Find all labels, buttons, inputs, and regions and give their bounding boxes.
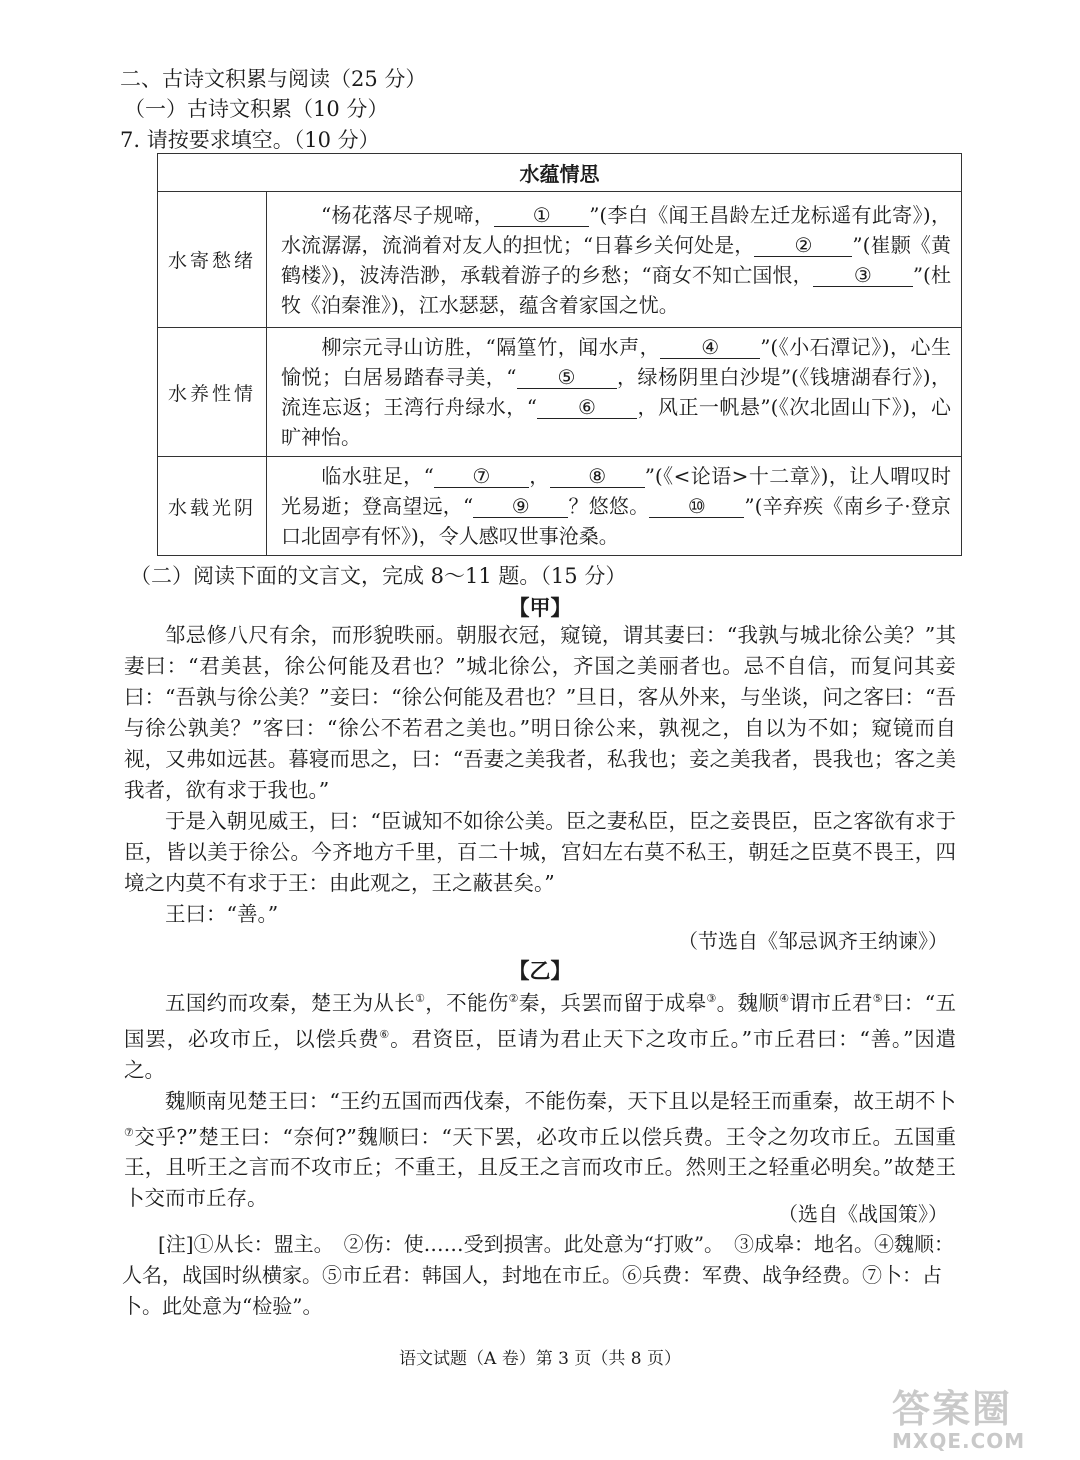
row-text: ”(杜牧《泊秦淮》)，江水瑟瑟，蕴含着家国之忧。 [281,262,951,317]
fill-blank-3[interactable]: ③ [813,264,913,287]
footnote-marker: ⑤ [872,992,883,1005]
row-category: 水载光阴 [158,457,267,556]
page-footer: 语文试题（A 卷）第 3 页（共 8 页） [399,1349,681,1369]
row-text: ”(辛弃疾《南乡子·登京口北固亭有怀》)，令人感叹世事沧桑。 [281,494,951,548]
fill-blank-4[interactable]: ④ [660,336,760,359]
passage-paragraph: 邹忌修八尺有余，而形貌昳丽。朝服衣冠，窥镜，谓其妻曰：“我孰与城北徐公美？”其妻曰：“君美甚，徐公何能及君也？”城北徐公，齐国之美丽者也。忌不自信，而复问其妾曰：“吾孰与徐公美？”妾曰：“徐公何能及君也？”旦日，客从外来，与坐谈，问之客曰：“吾与徐公孰美？”客曰：“徐公不若君之美也。”明日徐公来，孰视之，自以为不如；窥镜而自视，又弗如远甚。暮寝而思之，曰：“吾妻之美我者，私我也；妾之美我者，畏我也；客之美我者，欲有求于我也。” [124,623,956,802]
fill-blank-6[interactable]: ⑥ [537,396,637,419]
row-category: 水养性情 [158,328,267,457]
footnote-marker: ⑦ [124,1125,135,1139]
row-category: 水寄愁绪 [158,192,267,328]
row-content [267,192,962,328]
passage-text: 交乎?”楚王曰：“奈何?”魏顺曰：“天下罢，必攻市丘以偿兵费。王令之勿攻市丘。五国重王，且听王之言而不攻市丘；不重王，且反王之言而攻市丘。然则王之轻重必明矣。”故楚王卜交而市丘存。 [124,1124,956,1211]
row-text: ”(《<论语>十二章》)，让人喟叹时光易逝；登高望远，“ [281,464,951,518]
row-text: ”(《小石潭记》)，心生愉悦；白居易踏春寻美，“ [281,335,951,389]
fill-blank-7[interactable]: ⑦ [434,465,529,488]
watermark-text: 答案圈 [892,1387,1013,1431]
row-text: ，绿杨阴里白沙堤”(《钱塘湖春行》)，流连忘返；王湾行舟绿水，“ [281,365,951,419]
poem-fill-table [157,153,962,556]
passage-text: 谓市丘君 [789,990,873,1015]
footnote-marker: ⑥ [379,1027,391,1041]
passage-yi [124,983,956,1214]
passage-yi-source: （选自《战国策》） [778,1202,948,1226]
row-text: ？悠悠。 [568,494,650,518]
passage-jia-source: （节选自《邹忌讽齐王纳谏》） [678,929,948,953]
fill-blank-8[interactable]: ⑧ [550,465,645,488]
footnote-marker: ① [415,992,426,1005]
row-content [267,328,962,457]
footnote-marker: ② [508,992,519,1005]
passage-paragraph [124,1086,956,1215]
row-text: 临水驻足，“ [321,464,434,488]
passage-paragraph: 王曰：“善。” [165,902,279,926]
passage-text: 秦，兵罢而留于成皋 [518,990,707,1015]
fill-blank-1[interactable]: ① [494,204,589,227]
fill-blank-9[interactable]: ⑨ [473,495,568,518]
passage-text: 魏顺南见楚王曰：“王约五国而西伐秦，不能伤秦，天下且以是轻王而重秦，故王胡不卜 [165,1088,956,1113]
passage-text: 。君资臣，臣请为君止天下之攻市丘。”市丘君曰：“善。”因遣之。 [124,1026,956,1082]
passage-text: 曰：“五国罢，必攻市丘，以偿兵费 [124,990,956,1051]
section-title: 二、古诗文积累与阅读（25 分） [120,67,427,91]
fill-blank-10[interactable]: ⑩ [649,495,744,518]
row-text: ，风正一帆悬”(《次北固山下》)，心旷神怡。 [281,395,951,449]
passage-text: ，不能伤 [425,990,509,1015]
question-7-title: 7. 请按要求填空。（10 分） [120,128,380,152]
subsection-title-1: （一）古诗文积累（10 分） [124,97,389,121]
table-header: 水蕴情思 [158,154,962,192]
passage-text: 。魏顺 [716,990,780,1015]
row-text: ”(崔颢《黄鹤楼》)，波涛浩渺，承载着游子的乡愁；“商女不知亡国恨， [281,232,951,287]
watermark-url: MXQE.COM [892,1429,1026,1453]
footnote-marker: ④ [779,992,790,1005]
footnotes-text: [注]①从长：盟主。 ②伤：使……受到损害。此处意为“打败”。 ③成皋：地名。④魏顺：人名，战国时纵横家。⑤市丘君：韩国人，封地在市丘。⑥兵费：军费、战争经费。⑦卜：占卜。此处意为“检验”。 [122,1232,955,1318]
passage-jia-label: 【甲】 [508,596,572,620]
passage-jia [124,620,956,930]
footnote-marker: ③ [706,992,717,1005]
passage-paragraph: 于是入朝见威王，曰：“臣诚知不如徐公美。臣之妻私臣，臣之妾畏臣，臣之客欲有求于臣，皆以美于徐公。今齐地方千里，百二十城，宫妇左右莫不私王，朝廷之臣莫不畏王，四境之内莫不有求于王：由此观之，王之蔽甚矣。” [124,809,956,895]
footnotes [122,1229,958,1322]
subsection-title-2: （二）阅读下面的文言文，完成 8～11 题。（15 分） [130,564,627,588]
fill-blank-5[interactable]: ⑤ [517,366,617,389]
passage-paragraph [124,983,956,1086]
row-text: 柳宗元寻山访胜，“隔篁竹，闻水声， [321,335,661,359]
passage-yi-label: 【乙】 [508,959,572,983]
row-text: ”(李白《闻王昌龄左迁龙标遥有此寄》)，水流潺潺，流淌着对友人的担忧；“日暮乡关何处是， [281,202,951,257]
passage-text: 五国约而攻秦，楚王为从长 [165,990,416,1015]
watermark-logo [892,1378,1062,1453]
row-text: ， [528,464,550,488]
row-text: “杨花落尽子规啼， [321,202,495,227]
row-content [267,457,962,556]
fill-blank-2[interactable]: ② [754,234,852,257]
